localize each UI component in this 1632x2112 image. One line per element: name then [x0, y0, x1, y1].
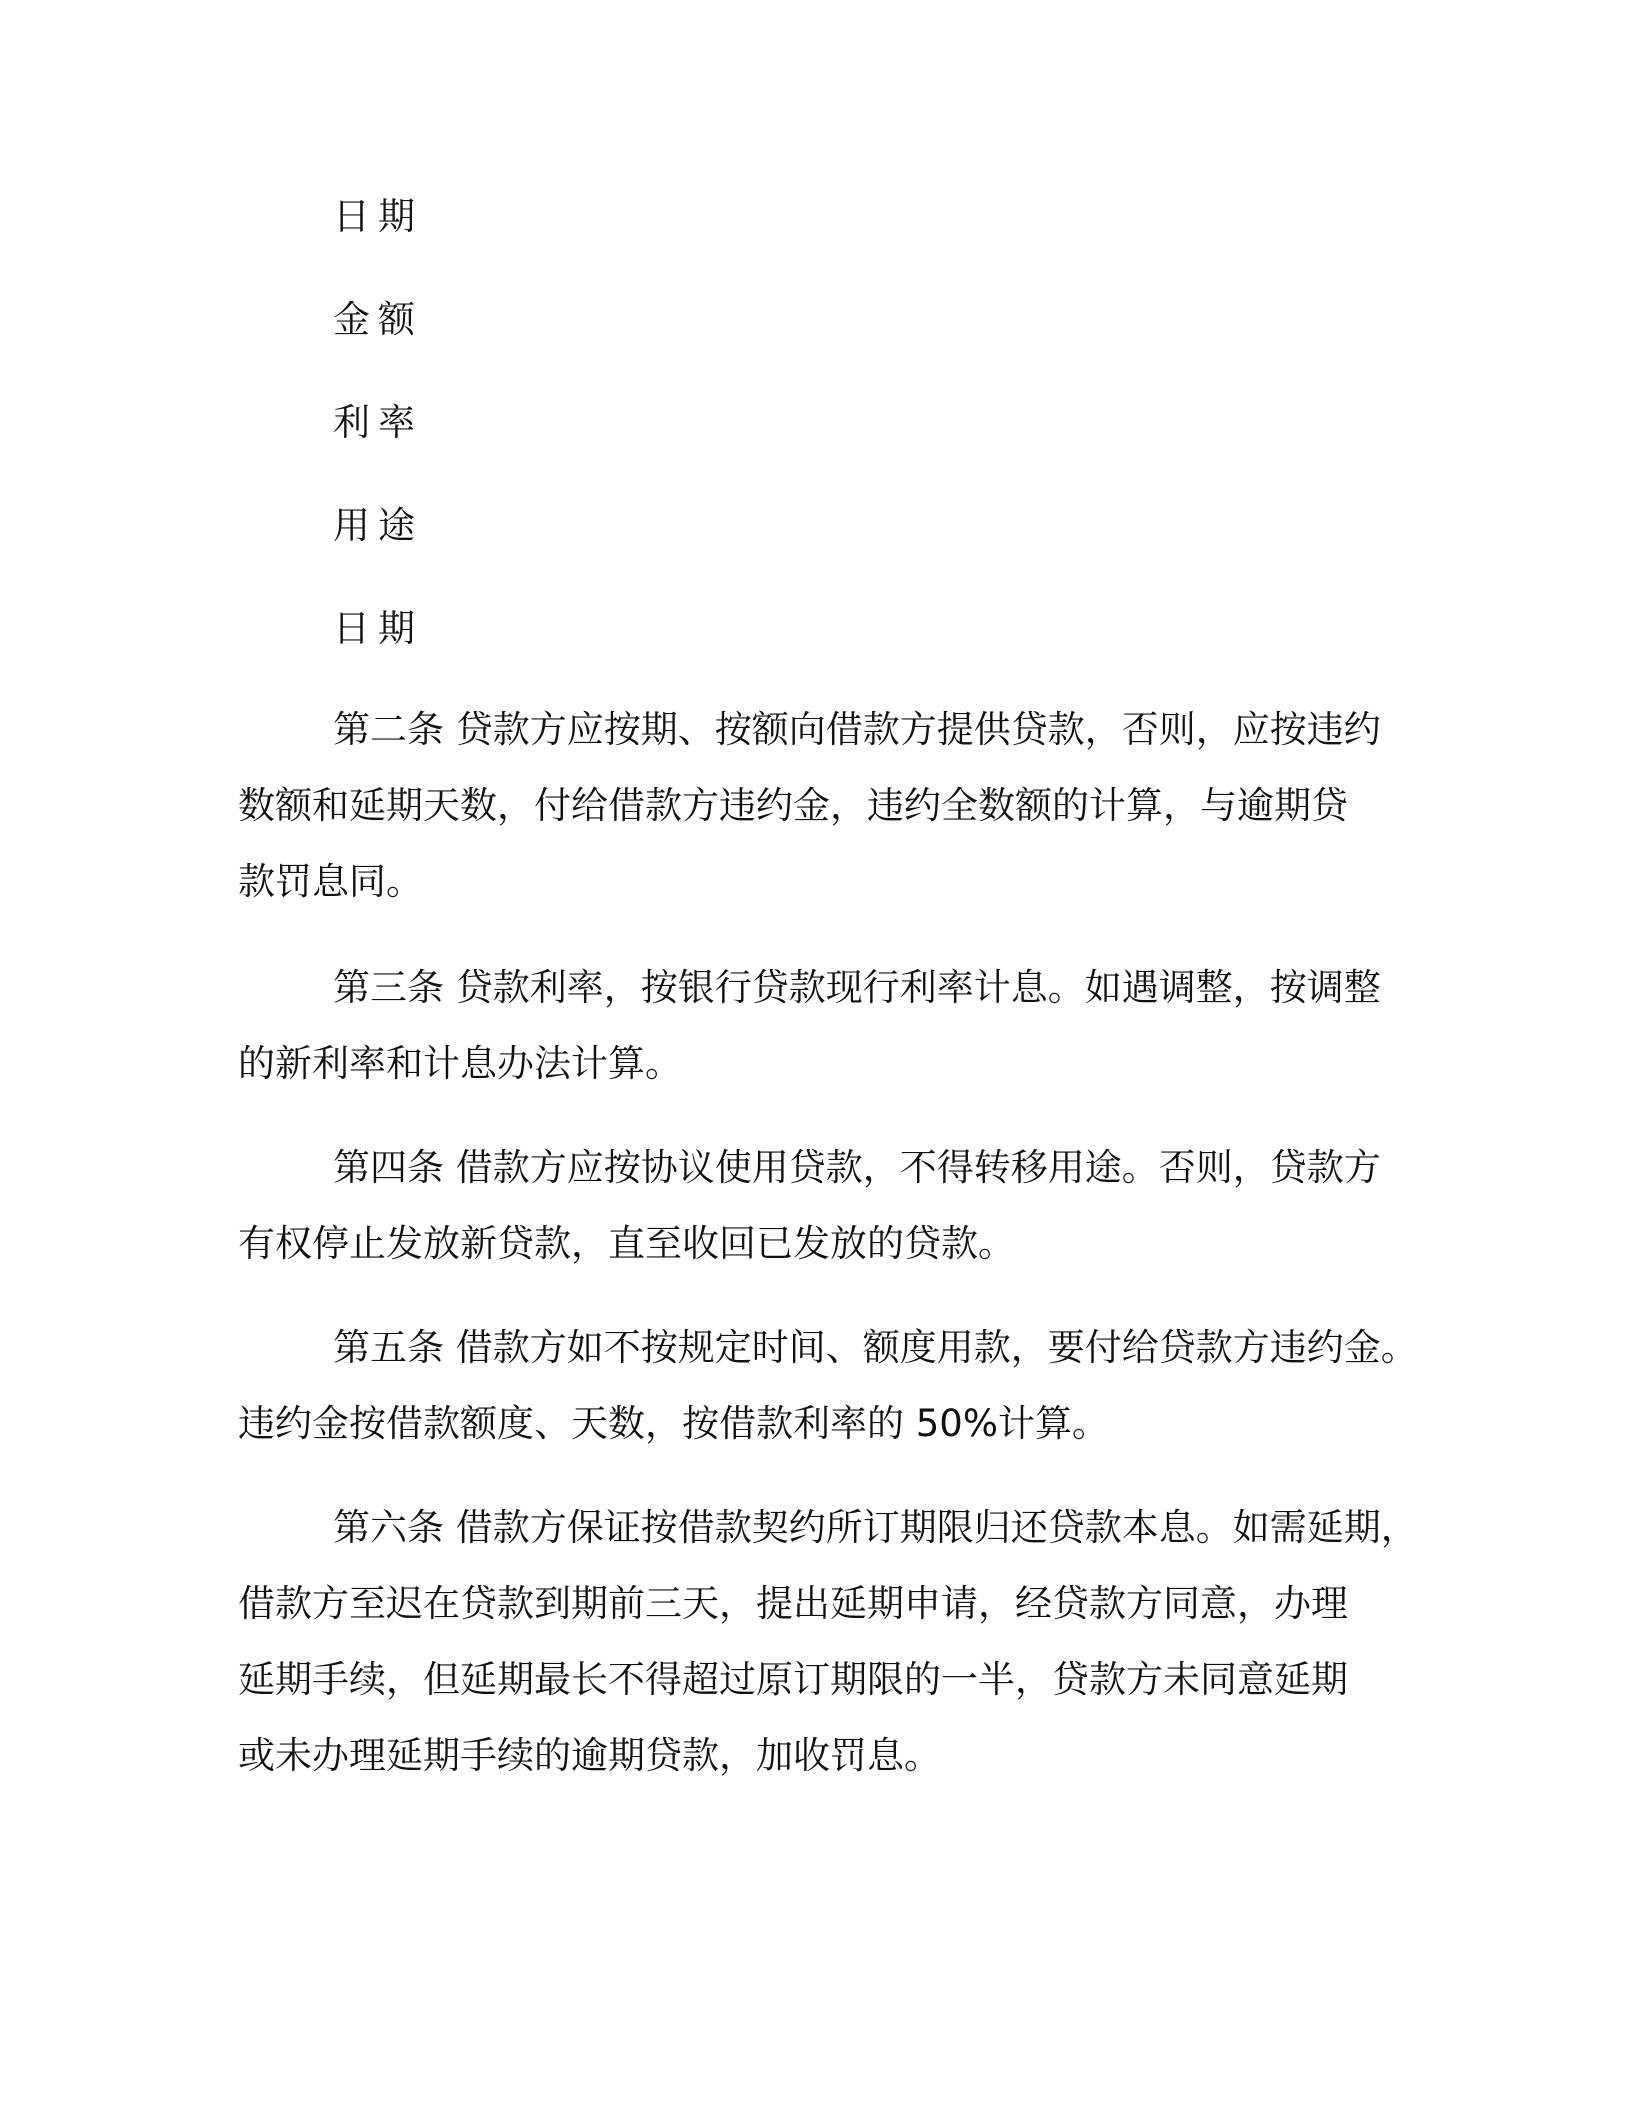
clause-5-line-1: 第五条 借款方如不按规定时间、额度用款，要付给贷款方违约金。: [333, 1326, 1418, 1369]
clause-6-line-2: 借款方至迟在贷款到期前三天，提出延期申请，经贷款方同意，办理: [238, 1582, 1348, 1625]
clause-5-line-2: 违约金按借款额度、天数，按借款利率的 50%计算。: [238, 1402, 1109, 1445]
clause-2-line-2: 数额和延期天数，付给借款方违约金，违约全数额的计算，与逾期贷: [238, 784, 1348, 827]
clause-4-line-1: 第四条 借款方应按协议使用贷款，不得转移用途。否则，贷款方: [333, 1146, 1381, 1189]
field-label-purpose: 用途: [333, 504, 423, 547]
clause-3-line-1: 第三条 贷款利率，按银行贷款现行利率计息。如遇调整，按调整: [333, 966, 1381, 1009]
clause-6: [238, 1490, 1418, 1794]
clause-6-line-1: 第六条 借款方保证按借款契约所订期限归还贷款本息。如需延期，: [333, 1506, 1418, 1549]
field-label-interest-rate: 利率: [333, 401, 423, 444]
field-label-amount: 金额: [333, 298, 423, 341]
clause-2-line-3: 款罚息同。: [238, 860, 423, 903]
clause-6-line-3: 延期手续，但延期最长不得超过原订期限的一半，贷款方未同意延期: [238, 1658, 1348, 1701]
clause-2-line-1: 第二条 贷款方应按期、按额向借款方提供贷款，否则，应按违约: [333, 708, 1381, 751]
clause-2: [238, 692, 1418, 920]
clause-4: [238, 1130, 1418, 1282]
clause-3-line-2: 的新利率和计息办法计算。: [238, 1042, 682, 1085]
clause-4-line-2: 有权停止发放新贷款，直至收回已发放的贷款。: [238, 1222, 1015, 1265]
clause-3: [238, 950, 1418, 1102]
clause-6-line-4: 或未办理延期手续的逾期贷款，加收罚息。: [238, 1734, 941, 1777]
clause-5: [238, 1310, 1418, 1462]
field-label-date: 日期: [333, 195, 423, 238]
field-label-date-2: 日期: [333, 607, 423, 650]
